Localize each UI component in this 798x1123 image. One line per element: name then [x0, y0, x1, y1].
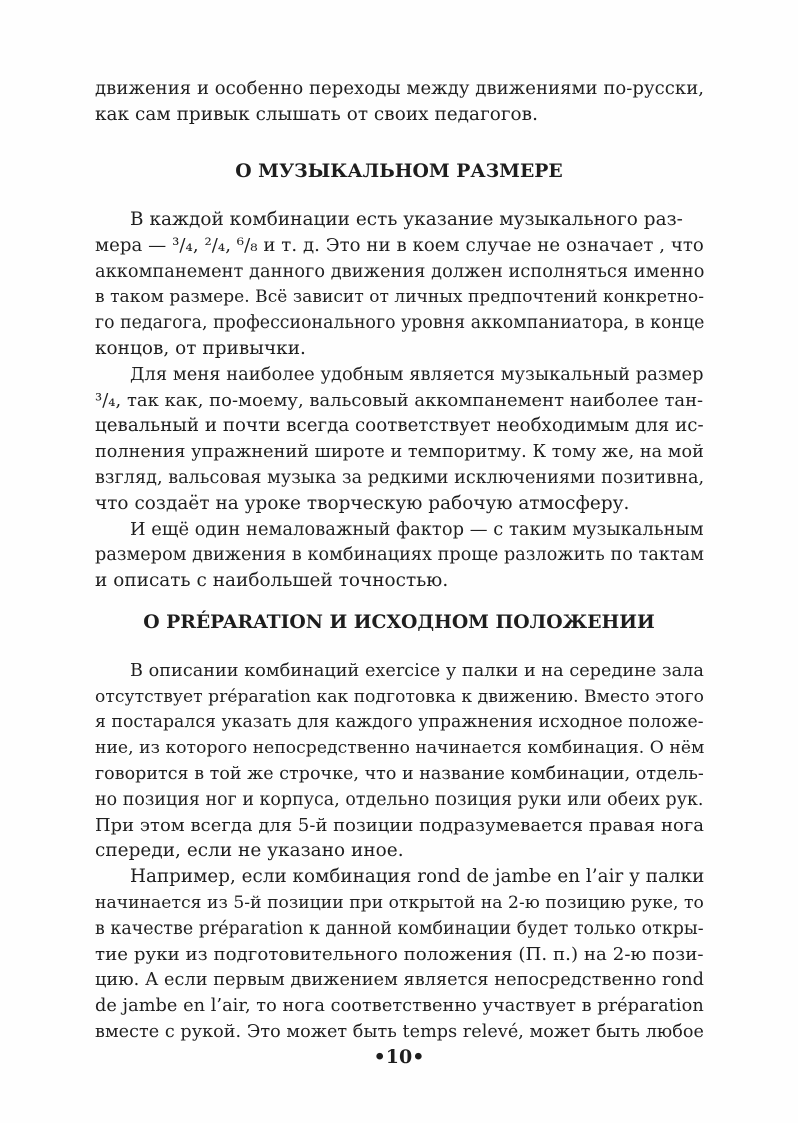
text-line: В описании комбинаций exercice у палки и на середине зала — [130, 661, 704, 681]
text-line: В каждой комбинации есть указание музыкального раз- — [130, 209, 683, 230]
text-line: начинается из 5-й позиции при открытой на 2-ю позицию руке, то — [95, 893, 704, 913]
text-line: в качестве préparation к данной комбинации будет только откры- — [95, 919, 704, 939]
text-line: я постарался указать для каждого упражнения исходное положе- — [95, 712, 704, 732]
text-line: говорится в той же строчке, что и название комбинации, отдель- — [95, 764, 704, 784]
text-line: ³/₄, так как, по-моему, вальсовый аккомпанемент наиболее тан- — [95, 390, 704, 411]
text-line: что создаёт на уроке творческую рабочую атмосферу. — [95, 493, 630, 514]
text-line: Например, если комбинация rond de jambe en l’air у палки — [130, 866, 705, 887]
text-line: тие руки из подготовительного положения (П. п.) на 2-ю пози- — [95, 944, 704, 965]
text-line: размером движения в комбинациях проще разложить по тактам — [95, 545, 705, 565]
text-line: Для меня наиболее удобным является музыкальный размер — [130, 364, 704, 385]
text-line: взгляд, вальсовая музыка за редкими исключениями позитивна, — [95, 468, 705, 488]
text-line: ние, из которого непосредственно начинается комбинация. О нём — [95, 738, 705, 758]
text-line: мера — ³/₄, ²/₄, ⁶/₈ и т. д. Это ни в коем случае не означает , что — [95, 235, 704, 256]
text-line: de jambe en l’air, то нога соответственно участвует в préparation — [95, 996, 704, 1016]
section-heading-musical-meter: О МУЗЫКАЛЬНОМ РАЗМЕРЕ — [235, 160, 563, 182]
text-line: полнения упражнений широте и темпоритму. К тому же, на мой — [95, 442, 704, 462]
text-line: отсутствует préparation как подготовка к движению. Вместо этого — [95, 687, 704, 707]
text-line: И ещё один немаловажный фактор — с таким музыкальным — [130, 519, 704, 540]
text-line: го педагога, профессионального уровня аккомпаниатора, в конце — [95, 313, 705, 333]
text-line: движения и особенно переходы между движениями по-русски, — [95, 78, 705, 99]
text-line: аккомпанемент данного движения должен исполняться именно — [95, 262, 705, 282]
text-line: цию. А если первым движением является непосредственно rond — [95, 970, 704, 990]
text-line: концов, от привычки. — [95, 338, 306, 359]
page-number: •10• — [373, 1046, 425, 1068]
text-line: и описать с наибольшей точностью. — [95, 570, 449, 591]
text-line: вместе с рукой. Это может быть temps relevé, может быть любое — [95, 1022, 704, 1042]
text-line: в таком размере. Всё зависит от личных предпочтений конкретно- — [95, 287, 705, 307]
text-line: спереди, если не указано иное. — [95, 840, 404, 861]
text-line: но позиция ног и корпуса, отдельно позиция руки или обеих рук. — [95, 790, 704, 810]
text-line: При этом всегда для 5-й позиции подразумевается правая нога — [95, 815, 704, 836]
section-heading-preparation: О PRÉPARATION И ИСХОДНОМ ПОЛОЖЕНИИ — [143, 611, 655, 633]
text-line: цевальный и почти всегда соответствует необходимым для ис- — [95, 415, 704, 436]
text-line: как сам привык слышать от своих педагогов. — [95, 104, 538, 125]
